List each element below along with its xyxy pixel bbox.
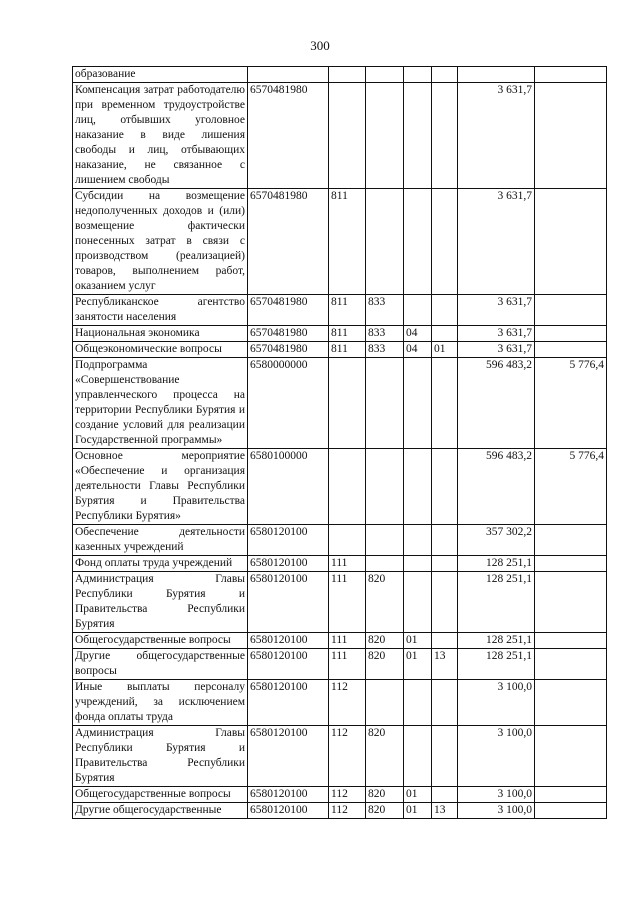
row-grbs-cell [366, 67, 404, 83]
row-name-cell: Общеэкономические вопросы [73, 342, 248, 358]
row-amount2-cell: 5 776,4 [535, 358, 607, 449]
row-amount-cell: 3 100,0 [458, 726, 535, 787]
row-code-cell: 6580120100 [248, 572, 329, 633]
row-vr-cell: 111 [329, 649, 366, 680]
row-grbs-cell [366, 680, 404, 726]
row-rz-cell: 01 [404, 633, 432, 649]
row-vr-cell: 111 [329, 556, 366, 572]
row-pr-cell [432, 525, 458, 556]
row-amount-cell: 128 251,1 [458, 649, 535, 680]
row-vr-cell [329, 67, 366, 83]
row-code-cell: 6580000000 [248, 358, 329, 449]
row-amount-cell: 596 483,2 [458, 358, 535, 449]
row-name-cell: Общегосударственные вопросы [73, 787, 248, 803]
row-grbs-cell [366, 556, 404, 572]
table-row [73, 803, 607, 819]
row-vr-cell [329, 83, 366, 189]
row-rz-cell [404, 189, 432, 295]
row-name-cell: Компенсация затрат работодателю при временном трудоустройстве лиц, отбывших уголовное наказание в виде лишения свободы и лиц, отбывающих наказание, не связанное с лишением свободы [73, 83, 248, 189]
row-pr-cell [432, 67, 458, 83]
table-row [73, 189, 607, 295]
row-name-cell: Республиканское агентство занятости населения [73, 295, 248, 326]
row-amount-cell: 128 251,1 [458, 556, 535, 572]
row-amount-cell: 3 631,7 [458, 83, 535, 189]
row-vr-cell: 811 [329, 189, 366, 295]
row-rz-cell [404, 525, 432, 556]
row-code-cell [248, 67, 329, 83]
row-pr-cell [432, 326, 458, 342]
row-amount2-cell [535, 572, 607, 633]
table-row [73, 525, 607, 556]
row-name-cell: Субсидии на возмещение недополученных доходов и (или) возмещение фактически понесенных затрат в связи с производством (реализацией) товаров, выполнением работ, оказанием услуг [73, 189, 248, 295]
row-amount-cell: 128 251,1 [458, 572, 535, 633]
row-code-cell: 6570481980 [248, 83, 329, 189]
row-pr-cell [432, 556, 458, 572]
row-code-cell: 6580120100 [248, 803, 329, 819]
row-grbs-cell [366, 83, 404, 189]
row-grbs-cell: 833 [366, 295, 404, 326]
row-vr-cell: 811 [329, 326, 366, 342]
row-code-cell: 6570481980 [248, 189, 329, 295]
row-rz-cell [404, 358, 432, 449]
table-row [73, 326, 607, 342]
row-rz-cell [404, 556, 432, 572]
row-amount2-cell [535, 342, 607, 358]
row-code-cell: 6580120100 [248, 633, 329, 649]
row-rz-cell: 04 [404, 342, 432, 358]
row-amount-cell: 3 100,0 [458, 803, 535, 819]
table-row [73, 572, 607, 633]
row-code-cell: 6580120100 [248, 680, 329, 726]
row-code-cell: 6580100000 [248, 449, 329, 525]
row-amount2-cell [535, 83, 607, 189]
row-grbs-cell: 820 [366, 572, 404, 633]
row-grbs-cell [366, 189, 404, 295]
row-amount2-cell [535, 649, 607, 680]
row-pr-cell [432, 83, 458, 189]
row-rz-cell: 01 [404, 803, 432, 819]
row-amount2-cell [535, 295, 607, 326]
row-rz-cell: 01 [404, 649, 432, 680]
table-row [73, 787, 607, 803]
row-pr-cell: 13 [432, 803, 458, 819]
row-name-cell: Иные выплаты персоналу учреждений, за исключением фонда оплаты труда [73, 680, 248, 726]
table-row [73, 67, 607, 83]
page-number: 300 [310, 38, 330, 53]
row-grbs-cell [366, 525, 404, 556]
row-grbs-cell [366, 358, 404, 449]
table-row [73, 295, 607, 326]
row-amount2-cell [535, 189, 607, 295]
row-amount-cell: 357 302,2 [458, 525, 535, 556]
row-code-cell: 6580120100 [248, 649, 329, 680]
row-amount2-cell [535, 803, 607, 819]
row-code-cell: 6580120100 [248, 787, 329, 803]
row-amount2-cell [535, 326, 607, 342]
table-row [73, 342, 607, 358]
row-name-cell: Обеспечение деятельности казенных учреждений [73, 525, 248, 556]
row-pr-cell [432, 189, 458, 295]
row-vr-cell: 112 [329, 803, 366, 819]
table-row [73, 358, 607, 449]
row-rz-cell: 01 [404, 787, 432, 803]
row-vr-cell: 111 [329, 633, 366, 649]
row-name-cell: Другие общегосударственные вопросы [73, 649, 248, 680]
budget-table [72, 66, 607, 819]
table-row [73, 680, 607, 726]
row-amount-cell: 3 631,7 [458, 342, 535, 358]
row-name-cell: образование [73, 67, 248, 83]
row-grbs-cell: 820 [366, 633, 404, 649]
row-rz-cell [404, 67, 432, 83]
row-rz-cell [404, 572, 432, 633]
row-code-cell: 6570481980 [248, 326, 329, 342]
table-row [73, 633, 607, 649]
row-vr-cell [329, 525, 366, 556]
row-vr-cell: 112 [329, 726, 366, 787]
row-amount2-cell [535, 680, 607, 726]
row-name-cell: Подпрограмма «Совершенствование управленческого процесса на территории Республики Бурятия и создание условий для реализации Государственной программы» [73, 358, 248, 449]
row-name-cell: Администрация Главы Республики Бурятия и Правительства Республики Бурятия [73, 572, 248, 633]
row-amount2-cell [535, 556, 607, 572]
row-pr-cell [432, 295, 458, 326]
row-grbs-cell: 820 [366, 726, 404, 787]
row-vr-cell [329, 449, 366, 525]
table-row [73, 649, 607, 680]
row-rz-cell [404, 680, 432, 726]
row-pr-cell: 13 [432, 649, 458, 680]
row-grbs-cell [366, 449, 404, 525]
row-grbs-cell: 833 [366, 326, 404, 342]
row-vr-cell: 111 [329, 572, 366, 633]
row-name-cell: Основное мероприятие «Обеспечение и организация деятельности Главы Республики Бурятия и Правительства Республики Бурятия» [73, 449, 248, 525]
row-code-cell: 6580120100 [248, 726, 329, 787]
row-vr-cell: 811 [329, 342, 366, 358]
row-name-cell: Фонд оплаты труда учреждений [73, 556, 248, 572]
row-rz-cell [404, 449, 432, 525]
row-code-cell: 6580120100 [248, 525, 329, 556]
row-grbs-cell: 820 [366, 787, 404, 803]
row-amount-cell: 3 100,0 [458, 787, 535, 803]
row-amount-cell: 596 483,2 [458, 449, 535, 525]
row-name-cell: Администрация Главы Республики Бурятия и Правительства Республики Бурятия [73, 726, 248, 787]
row-amount-cell: 3 631,7 [458, 295, 535, 326]
row-grbs-cell: 833 [366, 342, 404, 358]
row-grbs-cell: 820 [366, 803, 404, 819]
row-pr-cell [432, 572, 458, 633]
row-rz-cell [404, 83, 432, 189]
row-name-cell: Другие общегосударственные [73, 803, 248, 819]
row-amount2-cell: 5 776,4 [535, 449, 607, 525]
row-rz-cell: 04 [404, 326, 432, 342]
table-row [73, 726, 607, 787]
row-code-cell: 6580120100 [248, 556, 329, 572]
table-row [73, 449, 607, 525]
row-name-cell: Национальная экономика [73, 326, 248, 342]
row-amount2-cell [535, 726, 607, 787]
row-pr-cell [432, 680, 458, 726]
row-vr-cell [329, 358, 366, 449]
row-rz-cell [404, 295, 432, 326]
row-amount2-cell [535, 633, 607, 649]
table-body [73, 67, 607, 819]
row-amount-cell [458, 67, 535, 83]
row-code-cell: 6570481980 [248, 342, 329, 358]
row-pr-cell [432, 358, 458, 449]
table-row [73, 83, 607, 189]
row-amount-cell: 3 631,7 [458, 326, 535, 342]
row-amount2-cell [535, 67, 607, 83]
row-pr-cell [432, 726, 458, 787]
row-vr-cell: 811 [329, 295, 366, 326]
row-vr-cell: 112 [329, 787, 366, 803]
row-amount-cell: 3 100,0 [458, 680, 535, 726]
row-pr-cell [432, 449, 458, 525]
row-name-cell: Общегосударственные вопросы [73, 633, 248, 649]
row-pr-cell [432, 633, 458, 649]
row-amount-cell: 128 251,1 [458, 633, 535, 649]
row-amount2-cell [535, 787, 607, 803]
row-amount-cell: 3 631,7 [458, 189, 535, 295]
table-row [73, 556, 607, 572]
row-amount2-cell [535, 525, 607, 556]
row-rz-cell [404, 726, 432, 787]
row-code-cell: 6570481980 [248, 295, 329, 326]
row-grbs-cell: 820 [366, 649, 404, 680]
row-vr-cell: 112 [329, 680, 366, 726]
row-pr-cell: 01 [432, 342, 458, 358]
row-pr-cell [432, 787, 458, 803]
